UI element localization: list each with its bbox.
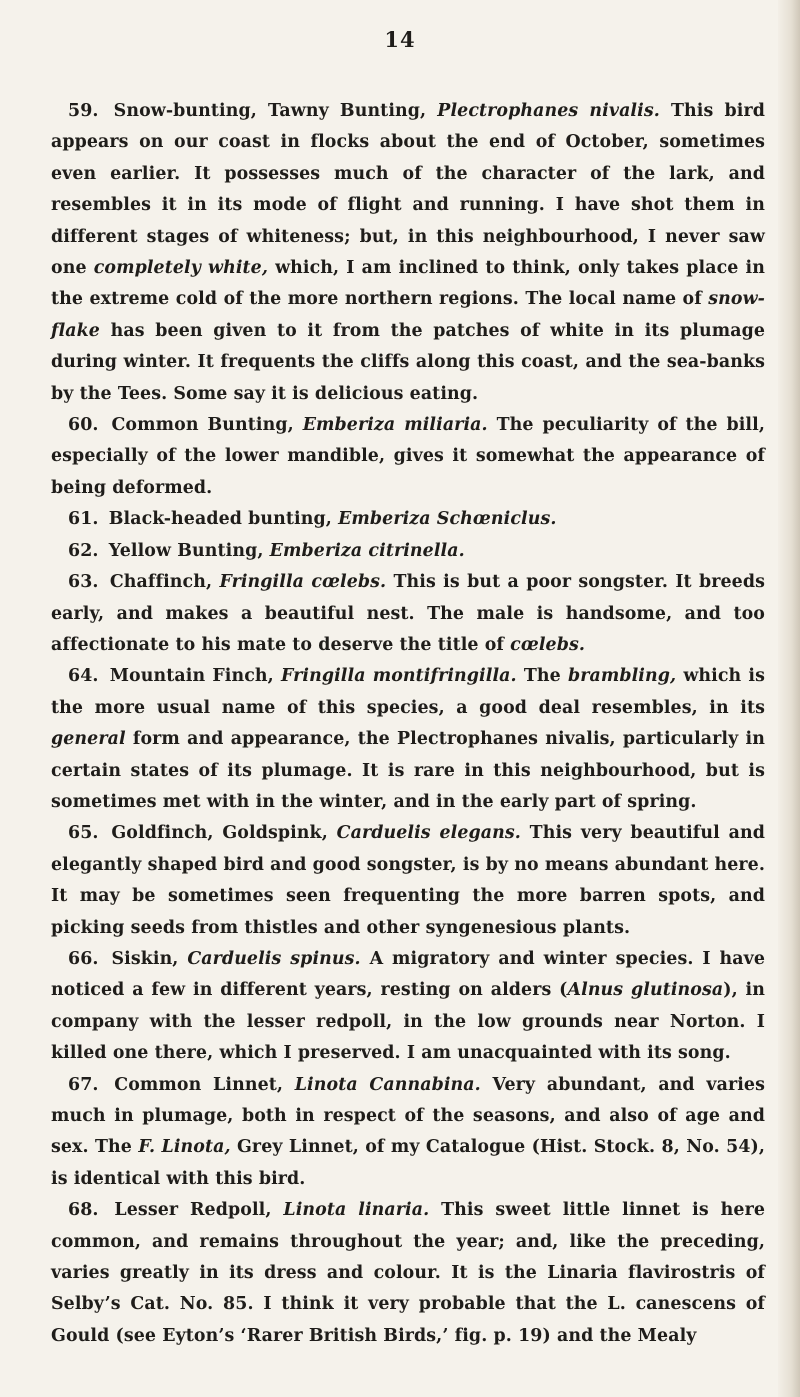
paragraph-61: 61. Black-headed bunting, Emberiza Schœniclus. xyxy=(68,509,557,530)
page-number: 14 xyxy=(384,27,416,52)
paragraph-63: 63. Chaffinch, Fringilla cœlebs. This is but a poor songster. It breeds early, and makes a beautiful nest. The male is handsome, and too affectionate to his mate to deserve the title of cœlebs. xyxy=(51,572,765,655)
paragraph-65: 65. Goldfinch, Goldspink, Carduelis elegans. This very beautiful and elegantly shaped bird and good songster, is by no means abundant here. It may be sometimes seen frequenting the more barren spots, and picking seeds from thistles and other syngenesious plants. xyxy=(51,823,765,938)
paragraph-68: 68. Lesser Redpoll, Linota linaria. This sweet little linnet is here common, and remains throughout the year; and, like the preceding, varies greatly in its dress and colour. It is the Linaria flavirostris of Selby’s Cat. No. 85. I think it very probable that the L. canescens of Gould (see Eyton’s ‘Rarer British Birds,’ fig. p. 19) and the Mealy xyxy=(51,1200,765,1346)
body-text xyxy=(51,96,765,1352)
paragraph-59: 59. Snow-bunting, Tawny Bunting, Plectrophanes nivalis. This bird appears on our coast in flocks about the end of October, sometimes even earlier. It possesses much of the character of the lark, and resembles it in its mode of flight and running. I have shot them in different stages of whiteness; but, in this neighbourhood, I never saw one completely white, which, I am inclined to think, only takes place in the extreme cold of the more northern regions. The local name of snow-flake has been given to it from the patches of white in its plumage during winter. It frequents the cliffs along this coast, and the sea-banks by the Tees. Some say it is delicious eating. xyxy=(51,101,766,404)
paragraph-62: 62. Yellow Bunting, Emberiza citrinella. xyxy=(68,540,465,561)
paragraph-67: 67. Common Linnet, Linota Cannabina. Very abundant, and varies much in plumage, both in respect of the seasons, and also of age and sex. The F. Linota, Grey Linnet, of my Catalogue (Hist. Stock. 8, No. 54), is identical with this bird. xyxy=(51,1074,765,1189)
page-edge-shadow xyxy=(778,0,800,1397)
paragraph-64: 64. Mountain Finch, Fringilla montifringilla. The brambling, which is the more usual name of this species, a good deal resembles, in its general form and appearance, the Plectrophanes nivalis, particularly in certain states of its plumage. It is rare in this neighbourhood, but is sometimes met with in the winter, and in the early part of spring. xyxy=(51,666,766,812)
paragraph-60: 60. Common Bunting, Emberiza miliaria. The peculiarity of the bill, especially of the lower mandible, gives it somewhat the appearance of being deformed. xyxy=(51,415,766,498)
paragraph-66: 66. Siskin, Carduelis spinus. A migratory and winter species. I have noticed a few in different years, resting on alders (Alnus glutinosa), in company with the lesser redpoll, in the low grounds near Norton. I killed one there, which I preserved. I am unacquainted with its song. xyxy=(51,948,766,1064)
